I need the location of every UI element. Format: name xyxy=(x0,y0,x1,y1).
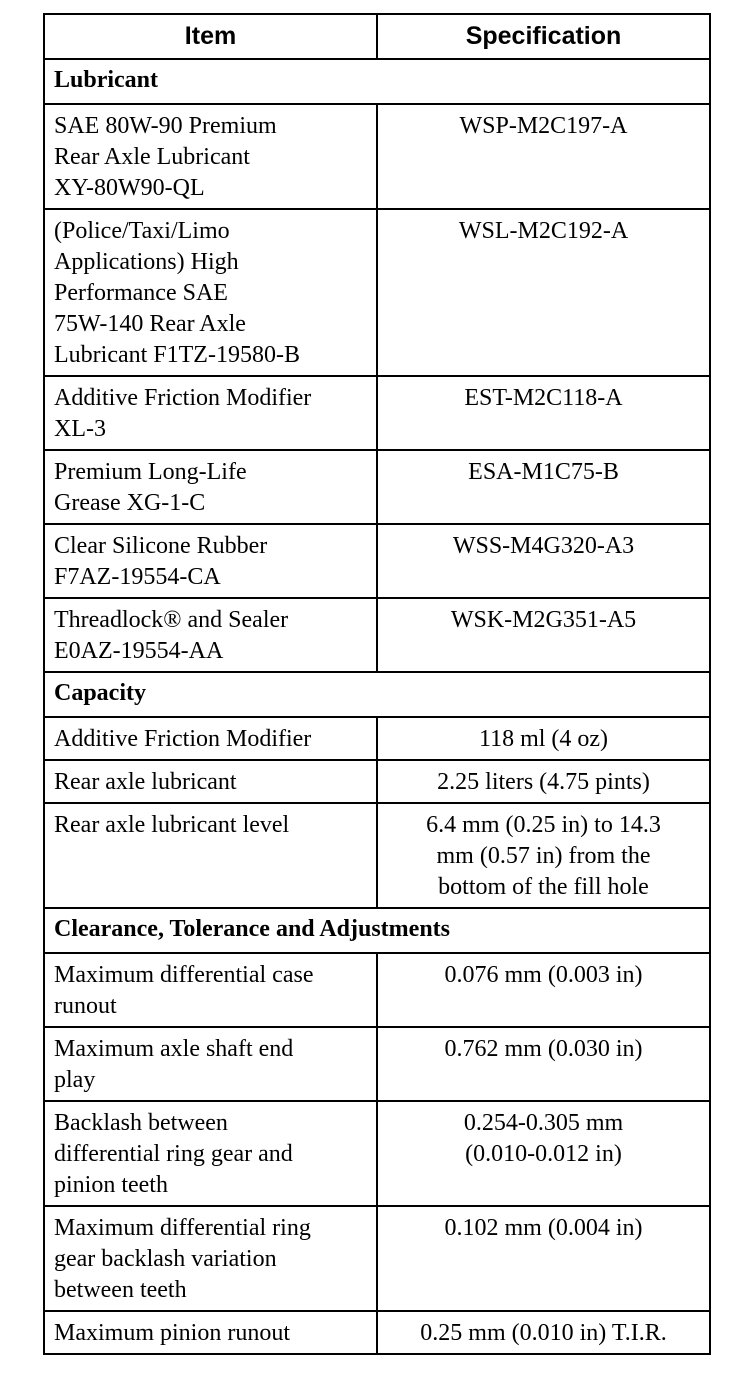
specification-text-line: WSP-M2C197-A xyxy=(459,113,628,139)
item-text-line: between teeth xyxy=(54,1277,187,1303)
item-text-line: Premium Long-Life xyxy=(54,459,247,485)
item-cell xyxy=(44,1027,377,1101)
item-text-line: Additive Friction Modifier xyxy=(54,385,312,411)
specification-text-line: ESA-M1C75-B xyxy=(468,459,619,485)
table-row xyxy=(44,803,710,908)
specification-cell xyxy=(377,717,710,760)
specification-cell xyxy=(377,450,710,524)
item-cell xyxy=(44,598,377,672)
specification-cell xyxy=(377,209,710,376)
specification-text-line: 2.25 liters (4.75 pints) xyxy=(437,769,650,795)
specification-text-line: (0.010-0.012 in) xyxy=(465,1141,622,1167)
table-row xyxy=(44,598,710,672)
specification-text-line: 0.102 mm (0.004 in) xyxy=(444,1215,643,1241)
specification-cell xyxy=(377,1206,710,1311)
item-cell xyxy=(44,803,377,908)
item-text-line: F7AZ-19554-CA xyxy=(54,564,221,590)
item-column-header: Item xyxy=(44,14,377,59)
item-text-line: SAE 80W-90 Premium xyxy=(54,113,277,139)
specification-column-header: Specification xyxy=(377,14,710,59)
item-text-line: Maximum pinion runout xyxy=(54,1320,290,1346)
item-cell xyxy=(44,104,377,209)
table-row xyxy=(44,376,710,450)
item-text-line: Maximum differential ring xyxy=(54,1215,311,1241)
item-text-line: Threadlock® and Sealer xyxy=(54,607,289,633)
table-row xyxy=(44,953,710,1027)
specification-cell xyxy=(377,1101,710,1206)
section-title: Capacity xyxy=(44,672,710,717)
specification-text-line: 0.254-0.305 mm xyxy=(463,1110,624,1136)
item-cell xyxy=(44,450,377,524)
specification-text-line: 0.076 mm (0.003 in) xyxy=(444,962,643,988)
item-cell xyxy=(44,1206,377,1311)
item-text-line: Maximum differential case xyxy=(54,962,314,988)
item-cell xyxy=(44,376,377,450)
item-text-line: Backlash between xyxy=(54,1110,228,1136)
item-cell xyxy=(44,953,377,1027)
specification-cell xyxy=(377,598,710,672)
item-text-line: Additive Friction Modifier xyxy=(54,726,312,752)
item-text-line: Rear axle lubricant xyxy=(54,769,237,795)
item-text-line: gear backlash variation xyxy=(54,1246,277,1272)
specification-text-line: bottom of the fill hole xyxy=(438,874,649,900)
specification-text-line: 0.762 mm (0.030 in) xyxy=(444,1036,643,1062)
item-text-line: pinion teeth xyxy=(54,1172,168,1198)
specification-cell xyxy=(377,524,710,598)
section-row xyxy=(44,908,710,953)
item-text-line: Maximum axle shaft end xyxy=(54,1036,294,1062)
table-row xyxy=(44,104,710,209)
table-body xyxy=(44,59,710,1354)
item-text-line: Rear axle lubricant level xyxy=(54,812,290,838)
specification-cell xyxy=(377,376,710,450)
header-row xyxy=(44,14,710,59)
section-title: Lubricant xyxy=(44,59,710,104)
table-row xyxy=(44,760,710,803)
item-text-line: Lubricant F1TZ-19580-B xyxy=(54,342,300,368)
item-cell xyxy=(44,717,377,760)
section-title: Clearance, Tolerance and Adjustments xyxy=(44,908,710,953)
item-text-line: XY-80W90-QL xyxy=(54,175,205,201)
item-text-line: XL-3 xyxy=(54,416,106,442)
item-cell xyxy=(44,1311,377,1354)
specification-text-line: WSL-M2C192-A xyxy=(458,218,629,244)
item-text-line: Applications) High xyxy=(54,249,239,275)
table-row xyxy=(44,450,710,524)
table-row xyxy=(44,1101,710,1206)
item-cell xyxy=(44,760,377,803)
item-text-line: (Police/Taxi/Limo xyxy=(54,218,230,244)
item-text-line: Grease XG-1-C xyxy=(54,490,206,516)
specification-cell xyxy=(377,1027,710,1101)
item-text-line: differential ring gear and xyxy=(54,1141,293,1167)
table-row xyxy=(44,1206,710,1311)
specification-text-line: EST-M2C118-A xyxy=(464,385,623,411)
section-row xyxy=(44,59,710,104)
item-cell xyxy=(44,524,377,598)
item-text-line: Clear Silicone Rubber xyxy=(54,533,268,559)
table-row xyxy=(44,1311,710,1354)
table-row xyxy=(44,209,710,376)
item-cell xyxy=(44,209,377,376)
specification-text-line: WSS-M4G320-A3 xyxy=(452,533,635,559)
specification-cell xyxy=(377,760,710,803)
item-text-line: play xyxy=(54,1067,96,1093)
table-row xyxy=(44,1027,710,1101)
item-text-line: runout xyxy=(54,993,117,1019)
specification-cell xyxy=(377,104,710,209)
specification-text-line: mm (0.57 in) from the xyxy=(436,843,651,869)
table-row xyxy=(44,524,710,598)
item-text-line: Rear Axle Lubricant xyxy=(54,144,250,170)
section-row xyxy=(44,672,710,717)
item-text-line: 75W-140 Rear Axle xyxy=(54,311,246,337)
specification-text-line: WSK-M2G351-A5 xyxy=(450,607,637,633)
specification-text-line: 118 ml (4 oz) xyxy=(478,726,609,752)
specification-cell xyxy=(377,953,710,1027)
specification-cell xyxy=(377,1311,710,1354)
item-cell xyxy=(44,1101,377,1206)
specification-text-line: 6.4 mm (0.25 in) to 14.3 xyxy=(426,812,661,838)
specification-cell xyxy=(377,803,710,908)
specification-table xyxy=(43,13,711,1355)
table-row xyxy=(44,717,710,760)
item-text-line: E0AZ-19554-AA xyxy=(54,638,224,664)
specification-text-line: 0.25 mm (0.010 in) T.I.R. xyxy=(420,1320,667,1346)
item-text-line: Performance SAE xyxy=(54,280,228,306)
